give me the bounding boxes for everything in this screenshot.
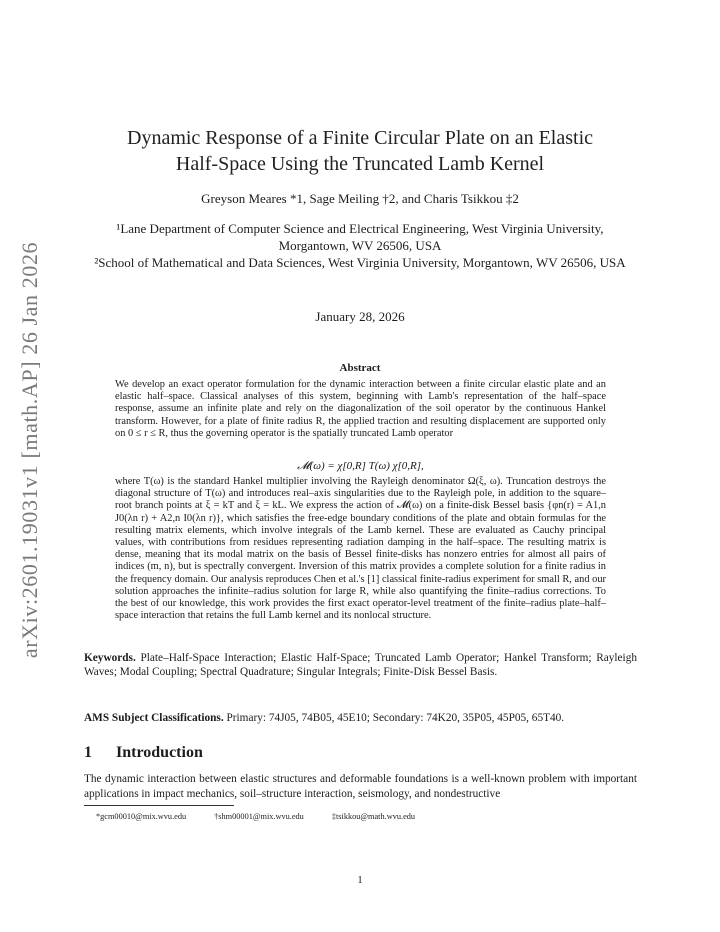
affiliation-1: ¹Lane Department of Computer Science and Electrical Engineering, West Virginia University, Morgantown, WV 26506, USA bbox=[116, 221, 604, 253]
abstract-heading: Abstract bbox=[339, 362, 381, 374]
footnote-1: *gcm00010@mix.wvu.edu bbox=[96, 812, 187, 821]
footnote-2: †shm00001@mix.wvu.edu bbox=[214, 812, 304, 821]
footnotes bbox=[96, 812, 616, 821]
affiliation-2: ²School of Mathematical and Data Sciences, West Virginia University, Morgantown, WV 26506, USA bbox=[94, 255, 626, 270]
section-title: Introduction bbox=[116, 744, 203, 761]
arxiv-watermark bbox=[12, 241, 48, 659]
footnote-3: ‡tsikkou@math.wvu.edu bbox=[331, 812, 416, 821]
title-line-2: Half-Space Using the Truncated Lamb Kernel bbox=[175, 153, 545, 175]
page-number: 1 bbox=[357, 874, 363, 886]
paper-title bbox=[100, 125, 620, 177]
abstract-formula: 𝓜(ω) = χ[0,R] T(ω) χ[0,R], bbox=[297, 460, 424, 472]
keywords-text: Plate–Half-Space Interaction; Elastic Half-Space; Truncated Lamb Operator; Hankel Transform; Rayleigh Waves; Modal Coupling; Spectral Quadrature; Singular Integrals; Finite-Disk Bessel Basis. bbox=[84, 652, 637, 678]
ams-label: AMS Subject Classifications. bbox=[84, 712, 224, 724]
arxiv-id: arXiv:2601.19031v1 [math.AP] 26 Jan 2026 bbox=[17, 241, 43, 659]
paper-date: January 28, 2026 bbox=[315, 309, 405, 324]
footnote-rule bbox=[84, 805, 234, 806]
ams-classification bbox=[84, 711, 637, 725]
keywords bbox=[84, 651, 637, 679]
section-number: 1 bbox=[84, 744, 92, 761]
keywords-label: Keywords. bbox=[84, 652, 136, 664]
ams-text: Primary: 74J05, 74B05, 45E10; Secondary: 74K20, 35P05, 45P05, 65T40. bbox=[226, 712, 565, 724]
abstract-paragraph-1: We develop an exact operator formulation for the dynamic interaction between a finite circular elastic plate and an elastic half–space. Classical analyses of this system, beginning with Lamb's representation of the half–space response, assume an infinite plate and rely on the diagonalization of the soil operator by the continuous Hankel transform. However, for a plate of finite radius R, the applied traction and resulting displacement are supported only on 0 ≤ r ≤ R, thus the governing operator is the spatially truncated Lamb operator bbox=[115, 379, 606, 439]
section-heading bbox=[84, 744, 637, 762]
author-list: Greyson Meares *1, Sage Meiling †2, and Charis Tsikkou ‡2 bbox=[201, 191, 519, 206]
intro-paragraph: The dynamic interaction between elastic structures and deformable foundations is a well-known problem with important applications in impact mechanics, soil–structure interaction, seismology, and nondestructive bbox=[84, 773, 637, 800]
abstract-paragraph-2: where T(ω) is the standard Hankel multiplier involving the Rayleigh denominator Ω(ξ, ω). Truncation destroys the diagonal structure of T(ω) and introduces real–axis singularities due to the Rayleigh pole, in addition to the square–root branch points at ξ = kT and ξ = kL. We express the action of 𝓜(ω) on a finite-disk Bessel basis {φn(r) = A1,n J0(λn r) + A2,n I0(λn r)}, which satisfies the free-edge boundary conditions of the plate and obtain formulas for the resulting matrix elements, which involve integrals of the Lamb kernel. These are evaluated as Cauchy principal values, with contributions from residues representing radiation damping in the half–space. The resulting matrix is dense, meaning that its modal matrix on the basis of Bessel finite-disks has nonzero entries for almost all pairs of indices (m, n), but is spectrally convergent. Inversion of this matrix provides a complete solution for a finite radius in the frequency domain. Our analysis reproduces Chen et al.'s [1] classical finite-radius experiment for small R, and our solution approaches the infinite–radius solution for large R, while also quantifying the finite–radius corrections. To the best of our knowledge, this work provides the first exact operator-level treatment of the finite–radius plate–half–space interaction that retains the full Lamb kernel and its nonlocal structure. bbox=[115, 476, 606, 622]
title-line-1: Dynamic Response of a Finite Circular Plate on an Elastic bbox=[127, 127, 593, 149]
